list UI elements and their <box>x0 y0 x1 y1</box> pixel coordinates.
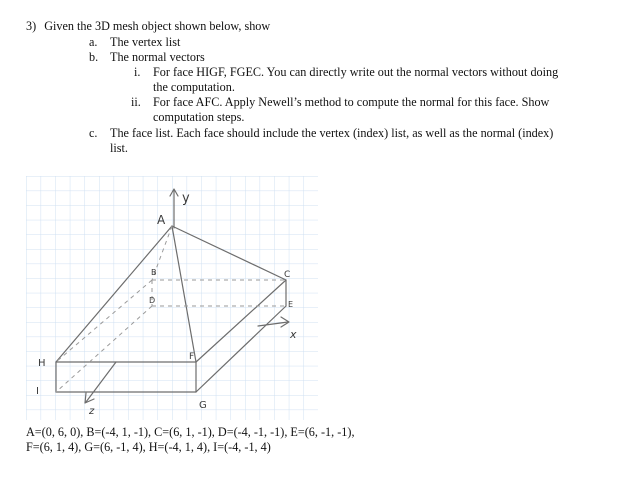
question-prompt: Given the 3D mesh object shown below, show <box>44 19 271 33</box>
item-c <box>89 126 553 140</box>
item-a <box>89 35 180 49</box>
coordinates-line-2: F=(6, 1, 4), G=(6, -1, 4), H=(-4, 1, 4), I=(-4, -1, 4) <box>26 440 271 454</box>
grid-paper <box>26 176 318 420</box>
label-I: I <box>36 386 39 397</box>
item-c-marker: c. <box>89 126 98 140</box>
label-H: H <box>38 358 46 369</box>
item-b-text: The normal vectors <box>110 50 205 64</box>
item-b-i-cont <box>153 80 235 94</box>
question-number: 3) <box>26 19 37 33</box>
label-y: y <box>182 191 190 206</box>
label-E: E <box>288 300 294 309</box>
label-C: C <box>284 270 291 280</box>
item-a-text: The vertex list <box>110 35 181 49</box>
label-A: A <box>157 213 166 227</box>
item-b-i-cont-text: the computation. <box>153 80 235 94</box>
label-z: z <box>89 406 95 417</box>
item-c-cont-text: list. <box>110 141 128 155</box>
item-c-text: The face list. Each face should include the vertex (index) list, as well as the normal (index) <box>110 126 554 140</box>
item-b-i-marker: i. <box>134 65 141 79</box>
item-b-ii-cont <box>153 110 244 124</box>
item-b-i <box>134 65 558 79</box>
item-c-cont <box>110 141 128 155</box>
mesh-figure <box>26 176 318 420</box>
item-b-marker: b. <box>89 50 99 64</box>
question-header <box>26 19 270 33</box>
label-x: x <box>290 328 297 341</box>
item-b <box>89 50 205 64</box>
label-D: D <box>149 296 156 305</box>
label-G: G <box>199 400 207 411</box>
item-b-ii-cont-text: computation steps. <box>153 110 245 124</box>
item-a-marker: a. <box>89 35 98 49</box>
coordinates-line-1: A=(0, 6, 0), B=(-4, 1, -1), C=(6, 1, -1), D=(-4, -1, -1), E=(6, -1, -1), <box>26 425 355 439</box>
label-B: B <box>151 268 157 277</box>
item-b-ii <box>131 95 549 109</box>
item-b-ii-text: For face AFC. Apply Newell’s method to compute the normal for this face. Show <box>153 95 550 109</box>
item-b-ii-marker: ii. <box>131 95 141 109</box>
label-F: F <box>189 352 195 362</box>
item-b-i-text: For face HIGF, FGEC. You can directly write out the normal vectors without doing <box>153 65 559 79</box>
